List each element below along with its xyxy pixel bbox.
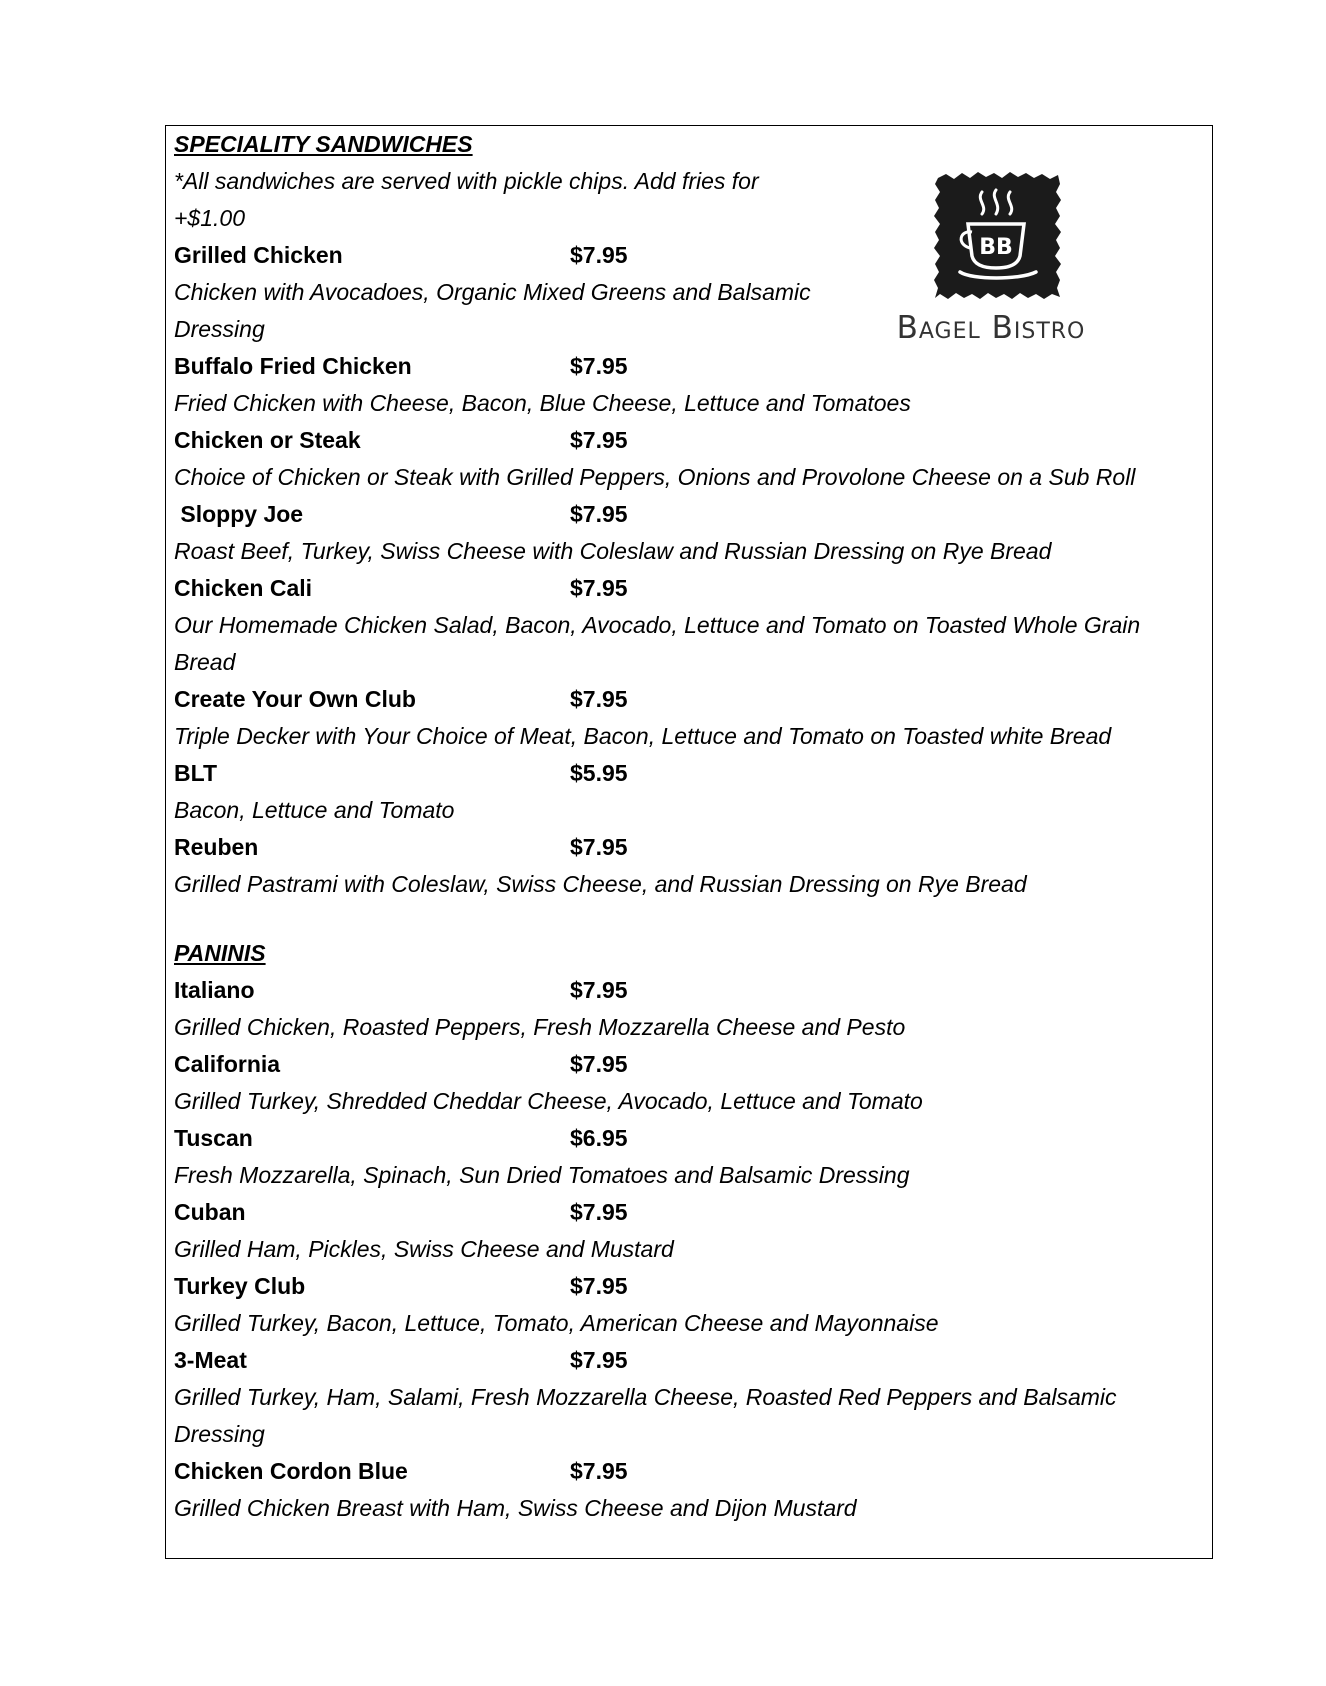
item-price: $7.95: [570, 242, 628, 268]
item-price: $7.95: [570, 501, 628, 527]
item-price: $7.95: [570, 575, 628, 601]
item-description: Chicken with Avocadoes, Organic Mixed Greens and Balsamic: [174, 279, 811, 305]
section-heading-sandwiches: SPECIALITY SANDWICHES: [174, 131, 473, 157]
item-description: Roast Beef, Turkey, Swiss Cheese with Coleslaw and Russian Dressing on Rye Bread: [174, 538, 1052, 564]
item-description: Dressing: [174, 316, 265, 342]
item-name: Italiano: [174, 977, 255, 1003]
menu-item: [174, 681, 1204, 718]
item-name: Grilled Chicken: [174, 242, 343, 268]
item-price: $7.95: [570, 427, 628, 453]
item-description: Choice of Chicken or Steak with Grilled Peppers, Onions and Provolone Cheese on a Sub Roll: [174, 464, 1136, 490]
item-name: Reuben: [174, 834, 259, 860]
menu-item: [174, 1120, 1204, 1157]
item-description: Our Homemade Chicken Salad, Bacon, Avocado, Lettuce and Tomato on Toasted Whole Grain: [174, 612, 1141, 638]
menu-item: [174, 972, 1204, 1009]
item-name: 3-Meat: [174, 1347, 247, 1373]
item-name: Sloppy Joe: [174, 501, 304, 527]
menu-item: [174, 237, 1204, 274]
item-description: Dressing: [174, 1421, 265, 1447]
menu-item: [174, 1342, 1204, 1379]
item-name: BLT: [174, 760, 218, 786]
item-description: Grilled Turkey, Bacon, Lettuce, Tomato, American Cheese and Mayonnaise: [174, 1310, 939, 1336]
item-name: Chicken Cali: [174, 575, 313, 601]
item-description: Grilled Turkey, Ham, Salami, Fresh Mozzarella Cheese, Roasted Red Peppers and Balsamic: [174, 1384, 1117, 1410]
menu-item: [174, 755, 1204, 792]
item-price: $7.95: [570, 1051, 628, 1077]
item-name: Tuscan: [174, 1125, 253, 1151]
item-name: Cuban: [174, 1199, 246, 1225]
item-description: Fried Chicken with Cheese, Bacon, Blue Cheese, Lettuce and Tomatoes: [174, 390, 911, 416]
item-price: $7.95: [570, 686, 628, 712]
menu-item: [174, 1453, 1204, 1490]
item-price: $7.95: [570, 1273, 628, 1299]
item-description: Grilled Ham, Pickles, Swiss Cheese and Mustard: [174, 1236, 674, 1262]
brand-name: Bagel Bistro: [896, 310, 1086, 346]
menu-item: [174, 570, 1204, 607]
item-description: Bacon, Lettuce and Tomato: [174, 797, 455, 823]
svg-text:BB: BB: [979, 235, 1013, 260]
item-price: $7.95: [570, 834, 628, 860]
sandwich-note-line: *All sandwiches are served with pickle chips. Add fries for: [174, 168, 759, 194]
item-name: Turkey Club: [174, 1273, 306, 1299]
section-spacer: [174, 903, 1204, 935]
item-name: Create Your Own Club: [174, 686, 416, 712]
item-price: $7.95: [570, 977, 628, 1003]
item-price: $7.95: [570, 1347, 628, 1373]
sandwich-note-line: +$1.00: [174, 205, 245, 231]
menu-item: [174, 1046, 1204, 1083]
item-description: Fresh Mozzarella, Spinach, Sun Dried Tomatoes and Balsamic Dressing: [174, 1162, 910, 1188]
item-description: Bread: [174, 649, 236, 675]
item-price: $5.95: [570, 760, 628, 786]
item-name: Buffalo Fried Chicken: [174, 353, 412, 379]
item-description: Grilled Chicken, Roasted Peppers, Fresh Mozzarella Cheese and Pesto: [174, 1014, 906, 1040]
item-name: Chicken Cordon Blue: [174, 1458, 408, 1484]
section-heading-paninis: PANINIS: [174, 940, 266, 966]
item-name: Chicken or Steak: [174, 427, 361, 453]
item-description: Grilled Chicken Breast with Ham, Swiss Cheese and Dijon Mustard: [174, 1495, 857, 1521]
item-description: Grilled Pastrami with Coleslaw, Swiss Cheese, and Russian Dressing on Rye Bread: [174, 871, 1027, 897]
menu-item: [174, 829, 1204, 866]
menu-item: [174, 1268, 1204, 1305]
item-price: $7.95: [570, 1199, 628, 1225]
item-price: $7.95: [570, 1458, 628, 1484]
menu-item: [174, 422, 1204, 459]
menu-item: [174, 348, 1204, 385]
menu-item: [174, 1194, 1204, 1231]
item-name: California: [174, 1051, 281, 1077]
item-description: Grilled Turkey, Shredded Cheddar Cheese, Avocado, Lettuce and Tomato: [174, 1088, 923, 1114]
item-price: $7.95: [570, 353, 628, 379]
menu-item: [174, 496, 1204, 533]
item-description: Triple Decker with Your Choice of Meat, Bacon, Lettuce and Tomato on Toasted white Bread: [174, 723, 1112, 749]
item-price: $6.95: [570, 1125, 628, 1151]
menu-content: [174, 126, 1204, 1527]
